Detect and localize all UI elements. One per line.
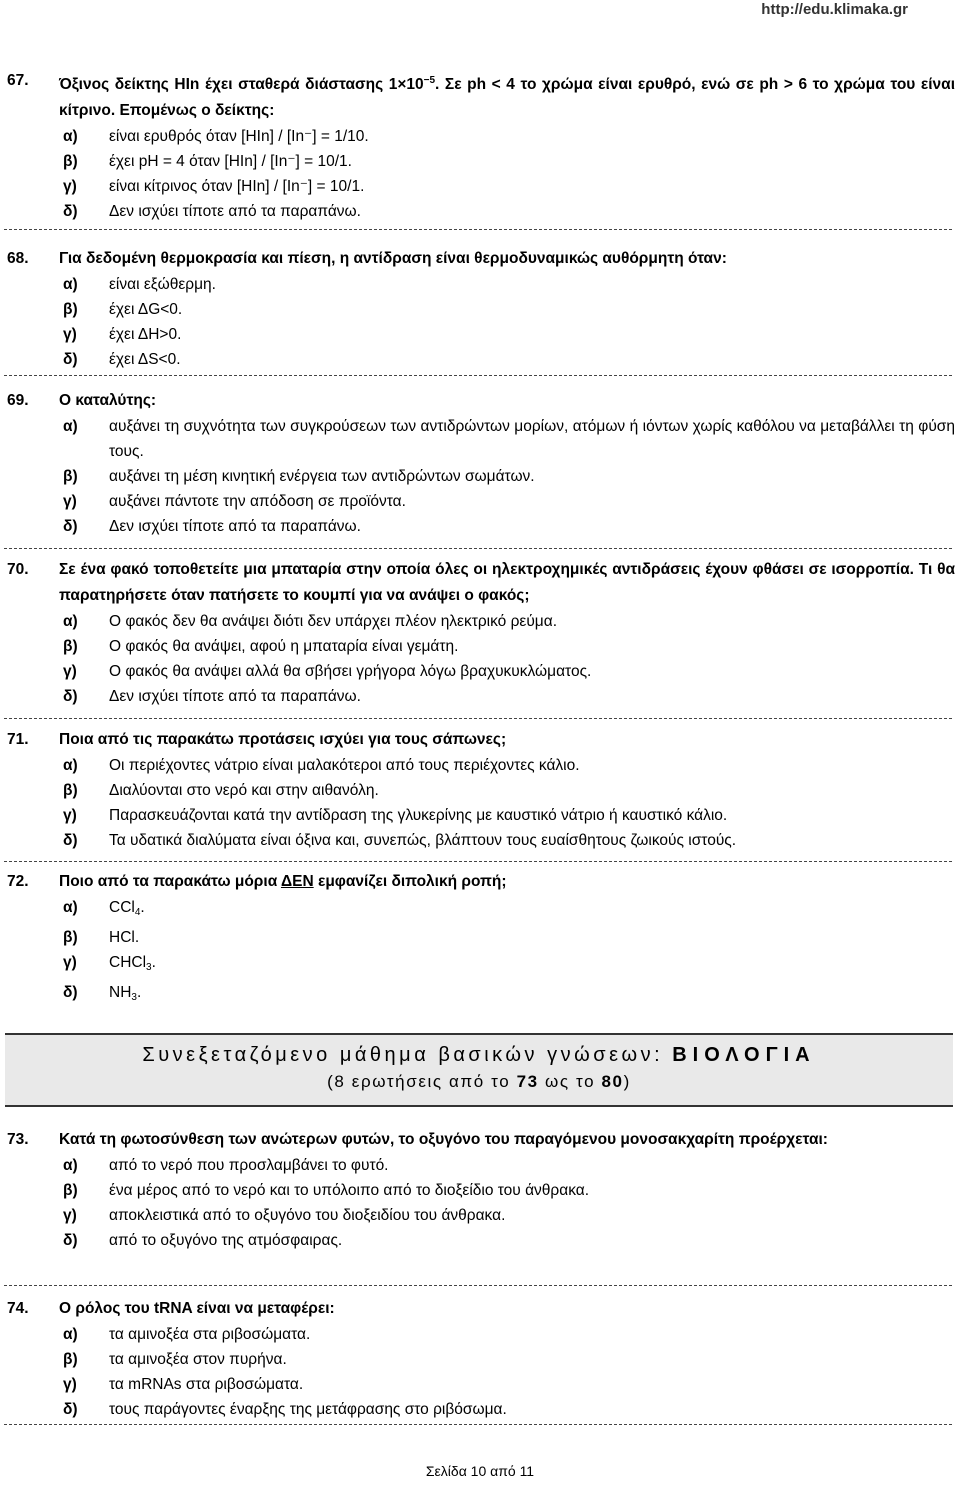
question-number: 69. bbox=[7, 392, 29, 409]
option-c: γ) αυξάνει πάντοτε την απόδοση σε προϊόντα. bbox=[63, 493, 406, 510]
page-number: Σελίδα 10 από 11 bbox=[425, 1463, 535, 1479]
option-c: γ) έχει ΔH>0. bbox=[63, 326, 182, 343]
option-a: α) από το νερό που προσλαμβάνει το φυτό. bbox=[63, 1157, 389, 1174]
option-b: β) έχει pH = 4 όταν [HIn] / [In⁻] = 10/1. bbox=[63, 153, 352, 171]
question-text: Ο καταλύτης: bbox=[59, 392, 157, 409]
question-number: 72. bbox=[7, 873, 29, 890]
question-number: 71. bbox=[7, 731, 29, 748]
question-text: Κατά τη φωτοσύνθεση των ανώτερων φυτών, το οξυγόνο του παραγόμενου μονοσακχαρίτη προέρχεται: bbox=[59, 1131, 828, 1148]
option-c: γ) αποκλειστικά από το οξυγόνο του διοξειδίου του άνθρακα. bbox=[63, 1207, 506, 1224]
option-d: δ) $NH_3$. bbox=[63, 984, 142, 1003]
divider bbox=[4, 1424, 952, 1425]
option-a: α) Ο φακός δεν θα ανάψει διότι δεν υπάρχει πλέον ηλεκτρικό ρεύμα. bbox=[63, 613, 557, 630]
site-url[interactable]: http://edu.klimaka.gr bbox=[761, 1, 908, 18]
question-text: Όξινος δείκτης HIn έχει σταθερά διάστασης $1\times 10^{-5}$. Σε ph < 4 το χρώμα είναι ερυθρό, ενώ σε ph > 6 το χρώμα του είναι κίτρινο. Επομένως ο δείκτης: bbox=[59, 75, 956, 120]
option-a: α) CCl$_4$. bbox=[63, 899, 145, 918]
question-number: 68. bbox=[7, 250, 29, 267]
question-72-stem bbox=[7, 869, 955, 895]
question-number: 74. bbox=[7, 1300, 29, 1317]
question-72 bbox=[7, 869, 955, 1010]
question-74 bbox=[7, 1296, 955, 1422]
option-b: β) Διαλύονται στο νερό και στην αιθανόλη. bbox=[63, 782, 379, 799]
option-c: γ) Ο φακός θα ανάψει αλλά θα σβήσει γρήγορα λόγω βραχυκυκλώματος. bbox=[63, 663, 592, 680]
section-subtitle: (8 ερωτήσεις από το 73 ως το 80) bbox=[327, 1072, 631, 1091]
question-68 bbox=[7, 246, 955, 372]
divider bbox=[4, 548, 952, 549]
option-b: β) τα αμινοξέα στον πυρήνα. bbox=[63, 1351, 287, 1368]
question-text: Για δεδομένη θερμοκρασία και πίεση, η αντίδραση είναι θερμοδυναμικώς αυθόρμητη όταν: bbox=[59, 250, 727, 267]
divider bbox=[4, 861, 952, 862]
option-c: γ) Παρασκευάζονται κατά την αντίδραση της γλυκερίνης με καυστικό νάτριο ή καυστικό κάλιο. bbox=[63, 807, 728, 824]
option-a: α) είναι ερυθρός όταν [HIn] / [In⁻] = 1/10. bbox=[63, 128, 369, 146]
option-c: γ) τα mRNAs στα ριβοσώματα. bbox=[63, 1376, 304, 1393]
question-74-stem bbox=[7, 1296, 955, 1322]
divider bbox=[4, 1285, 952, 1286]
option-c: γ) είναι κίτρινος όταν [HIn] / [In⁻] = 10/1. bbox=[63, 178, 365, 196]
question-71-stem bbox=[7, 727, 955, 753]
section-banner bbox=[5, 1033, 953, 1107]
option-b: β) Ο φακός θα ανάψει, αφού η μπαταρία είναι γεμάτη. bbox=[63, 638, 459, 655]
question-67 bbox=[7, 68, 955, 224]
question-text: Ο ρόλος του tRNA είναι να μεταφέρει: bbox=[59, 1300, 335, 1317]
option-d: δ) έχει ΔS<0. bbox=[63, 351, 181, 368]
option-b: β) HCl. bbox=[63, 929, 140, 946]
option-d: δ) τους παράγοντες έναρξης της μετάφρασης στο ριβόσωμα. bbox=[63, 1401, 507, 1418]
option-a: α) αυξάνει τη συχνότητα των συγκρούσεων των αντιδρώντων μορίων, ατόμων ή ιόντων χωρίς καθόλου να μεταβάλλει τη φύση τους. bbox=[63, 418, 955, 460]
option-d: δ) Τα υδατικά διαλύματα είναι όξινα και, συνεπώς, βλάπτουν τους ευαίσθητους ζωικούς ιστούς. bbox=[63, 832, 737, 849]
question-67-stem bbox=[7, 68, 955, 124]
section-title: Συνεξεταζόμενο μάθημα βασικών γνώσεων: ΒΙΟΛΟΓΙΑ bbox=[142, 1044, 816, 1066]
question-text: Σε ένα φακό τοποθετείτε μια μπαταρία στην οποία όλες οι ηλεκτροχημικές αντιδράσεις έχουν φθάσει σε ισορροπία. Τι θα παρατηρήσετε όταν πατήσετε το κουμπί για να ανάψει ο φακός; bbox=[59, 561, 955, 604]
option-a: α) Οι περιέχοντες νάτριο είναι μαλακότεροι από τους περιέχοντες κάλιο. bbox=[63, 757, 580, 774]
question-70 bbox=[7, 557, 955, 709]
divider bbox=[4, 718, 952, 719]
question-73 bbox=[7, 1127, 955, 1253]
option-d: δ) από το οξυγόνο της ατμόσφαιρας. bbox=[63, 1232, 343, 1249]
question-number: 73. bbox=[7, 1131, 29, 1148]
question-number: 70. bbox=[7, 561, 29, 578]
question-69 bbox=[7, 388, 955, 539]
option-d: δ) Δεν ισχύει τίποτε από τα παραπάνω. bbox=[63, 518, 361, 535]
option-a: α) τα αμινοξέα στα ριβοσώματα. bbox=[63, 1326, 311, 1343]
question-text: Ποιο από τα παρακάτω μόρια ΔΕΝ εμφανίζει διπολική ροπή; bbox=[59, 873, 507, 890]
option-b: β) ένα μέρος από το νερό και το υπόλοιπο από το διοξείδιο του άνθρακα. bbox=[63, 1182, 590, 1199]
question-70-stem bbox=[7, 557, 955, 609]
divider bbox=[4, 375, 952, 376]
option-b: β) αυξάνει τη μέση κινητική ενέργεια των αντιδρώντων σωμάτων. bbox=[63, 468, 535, 485]
question-number: 67. bbox=[7, 72, 29, 89]
option-d: δ) Δεν ισχύει τίποτε από τα παραπάνω. bbox=[63, 203, 361, 221]
option-a: α) είναι εξώθερμη. bbox=[63, 276, 216, 293]
question-71 bbox=[7, 727, 955, 853]
question-text: Ποια από τις παρακάτω προτάσεις ισχύει για τους σάπωνες; bbox=[59, 731, 507, 748]
question-68-stem bbox=[7, 246, 955, 272]
question-69-stem bbox=[7, 388, 955, 414]
divider bbox=[4, 229, 952, 230]
option-b: β) έχει ΔG<0. bbox=[63, 301, 183, 318]
option-d: δ) Δεν ισχύει τίποτε από τα παραπάνω. bbox=[63, 688, 361, 705]
question-73-stem bbox=[7, 1127, 955, 1153]
option-c: γ) CHCl$_3$. bbox=[63, 954, 156, 973]
